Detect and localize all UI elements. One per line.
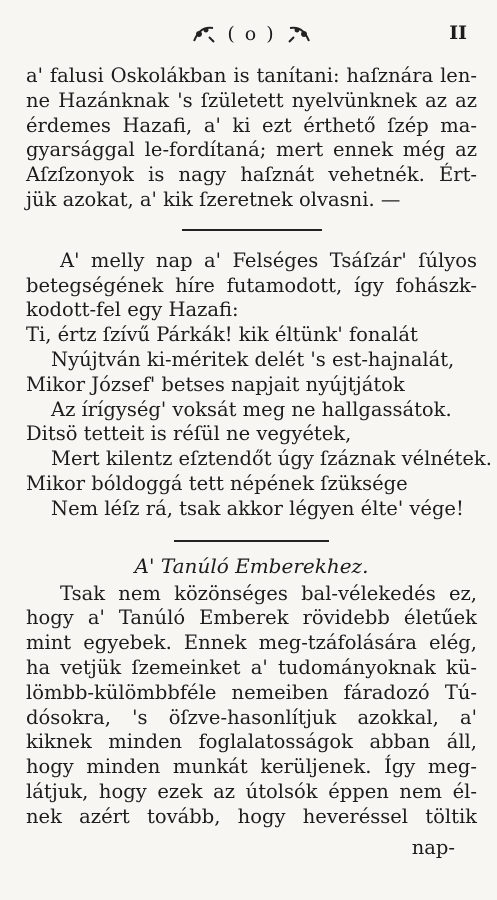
- text-line: betegségének híre futamodott, így fohászk-: [26, 273, 477, 297]
- poem: [26, 323, 492, 521]
- poem-line: Ti, értz ſzívű Párkák! kik éltünk' fonalát: [26, 323, 418, 347]
- text-line: hogy a' Tanúló Emberek rövidebb életűek: [26, 606, 477, 630]
- text-line: ha vetjük ſzemeinket a' tudományoknak kü-: [26, 655, 477, 679]
- poem-line: Ditsö tetteit is réſül ne vegyétek,: [26, 422, 352, 446]
- page-mark: ( o ): [227, 23, 276, 45]
- text-line: Tsak nem közönséges bal-vélekedés ez,: [60, 581, 477, 605]
- page-number: II: [449, 22, 467, 44]
- text-line: hogy minden munkát kerüljenek. Így meg-: [26, 755, 477, 779]
- article-title: A' Tanúló Emberekhez.: [134, 553, 369, 578]
- poem-line: Nem léſz rá, tsak akkor légyen élte' vége!: [51, 496, 464, 520]
- text-line: ne Hazánknak 's ſzületett nyelvünknek az az: [26, 88, 477, 112]
- poem-line: Mikor József' betses napjait nyújtjátok: [26, 372, 405, 396]
- poem-line: Az írígység' voksát meg ne hallgassátok.: [51, 397, 452, 421]
- text-line: A' melly nap a' Felséges Tsáſzár' ſúlyos: [60, 248, 477, 272]
- section-rule: [182, 229, 322, 231]
- article-paragraph: [26, 582, 477, 830]
- page-header: [26, 14, 477, 54]
- catchword: nap-: [411, 835, 455, 859]
- text-line: gyarsággal le-fordítaná; mert ennek még az: [26, 138, 477, 162]
- poem-line: Nyújtván ki-méritek delét 's est-hajnalát,: [51, 347, 455, 371]
- text-line: Aſzſzonyok is nagy haſznát vehetnék. Ért-: [26, 163, 477, 187]
- text-line: kiknek minden foglalatosságok abban áll,: [26, 730, 477, 754]
- text-line: mint egyebek. Ennek meg-tzáfolására elég,: [26, 631, 477, 655]
- text-line: jük azokat, a' kik ſzeretnek olvasni. —: [26, 187, 401, 211]
- text-line: a' falusi Oskolákban is tanítani: haſznára len-: [26, 64, 477, 87]
- text-line: érdemes Hazafi, a' ki ezt érthető ſzép ma-: [26, 113, 477, 137]
- left-flower-ornament-icon: [191, 23, 217, 45]
- news-paragraph: [26, 249, 477, 323]
- section-rule: [174, 540, 329, 542]
- poem-line: Mert kilentz eſztendőt úgy ſzáznak vélnétek.: [51, 447, 492, 471]
- intro-paragraph: [26, 64, 477, 213]
- poem-line: Mikor bóldoggá tett népének ſzüksége: [26, 471, 408, 495]
- text-line: lömbb-külömbbféle nemeiben fáradozó Tú-: [26, 680, 477, 704]
- text-line: látjuk, hogy ezek az útolsók éppen nem él-: [26, 779, 477, 803]
- text-line: nek azért tovább, hogy heveréssel töltik: [26, 804, 477, 828]
- text-line: dósokra, 's öſzve-hasonlítjuk azokkal, a': [26, 705, 477, 729]
- text-line: kodott-fel egy Hazafi:: [26, 298, 239, 322]
- right-flower-ornament-icon: [286, 23, 312, 45]
